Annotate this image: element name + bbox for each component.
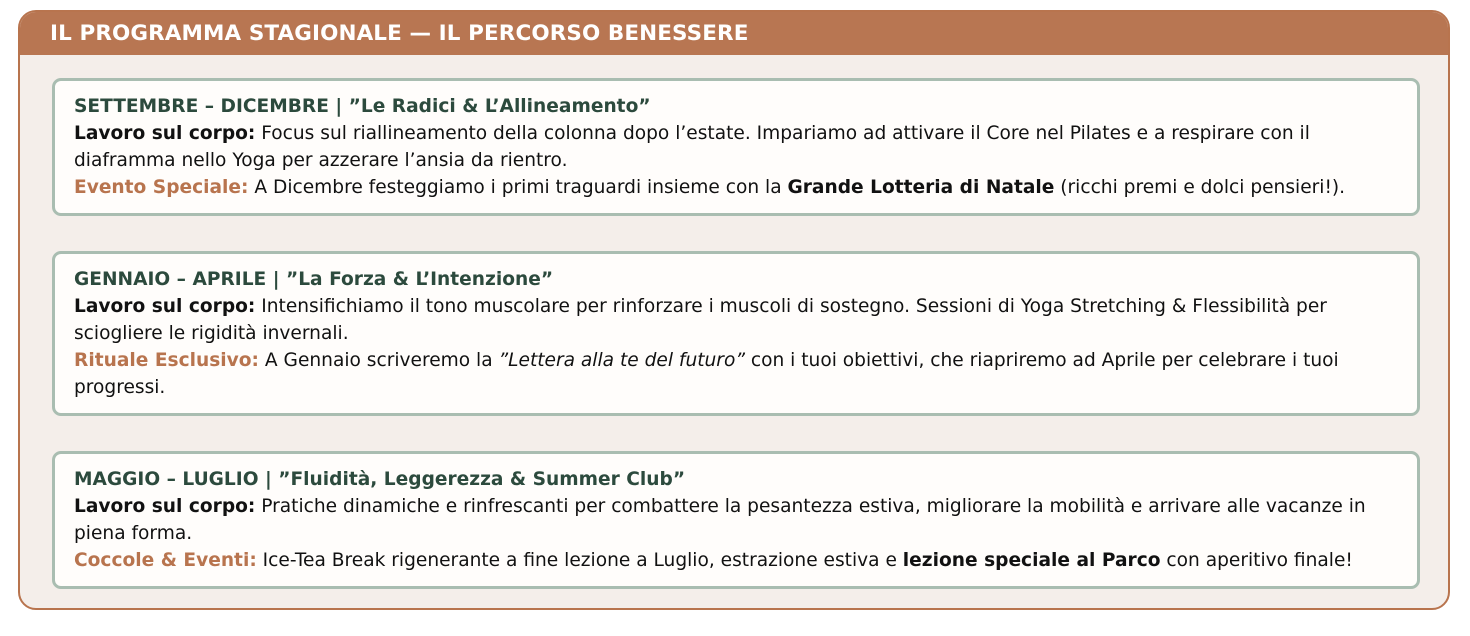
event-text: Ice-Tea Break rigenerante a fine lezione a Luglio, estrazione estiva e: [256, 550, 903, 571]
season-card-winter-spring: [52, 251, 1420, 416]
body-paragraph: [74, 120, 1399, 174]
card-title: GENNAIO – APRILE | ”La Forza & L’Intenzione”: [74, 269, 554, 290]
body-label: Lavoro sul corpo:: [74, 123, 256, 144]
body-label: Lavoro sul corpo:: [74, 296, 256, 317]
event-text-end: (ricchi premi e dolci pensieri!).: [1054, 177, 1346, 198]
body-paragraph: [74, 493, 1399, 547]
event-highlight: ”Lettera alla te del futuro”: [498, 350, 745, 371]
event-label: Rituale Esclusivo:: [74, 350, 259, 371]
seasonal-program-panel: [18, 10, 1450, 610]
body-label: Lavoro sul corpo:: [74, 496, 256, 517]
event-paragraph: [74, 174, 1399, 201]
body-text: Intensifichiamo il tono muscolare per rinforzare i muscoli di sostegno. Sessioni di Yoga Stretching & Flessibilità per sciogliere le rigidità invernali.: [74, 296, 1327, 344]
body-paragraph: [74, 293, 1399, 347]
event-label: Evento Speciale:: [74, 177, 249, 198]
body-text: Focus sul riallineamento della colonna dopo l’estate. Impariamo ad attivare il Core nel Pilates e a respirare con il diaframma nello Yoga per azzerare l’ansia da rientro.: [74, 123, 1310, 171]
event-paragraph: [74, 547, 1399, 574]
season-card-autumn: [52, 78, 1420, 216]
event-text-end: con aperitivo finale!: [1160, 550, 1353, 571]
card-title: SETTEMBRE – DICEMBRE | ”Le Radici & L’Allineamento”: [74, 96, 651, 117]
event-highlight: Grande Lotteria di Natale: [787, 177, 1055, 198]
event-label: Coccole & Eventi:: [74, 550, 257, 571]
event-text-end: con i tuoi obiettivi, che riapriremo ad Aprile per celebrare i tuoi progressi.: [74, 350, 1339, 398]
panel-title: IL PROGRAMMA STAGIONALE — IL PERCORSO BENESSERE: [20, 12, 1448, 55]
season-card-summer: [52, 451, 1420, 589]
event-highlight: lezione speciale al Parco: [902, 550, 1161, 571]
body-text: Pratiche dinamiche e rinfrescanti per combattere la pesantezza estiva, migliorare la mobilità e arrivare alle vacanze in piena forma.: [74, 496, 1366, 544]
event-text: A Gennaio scriveremo la: [259, 350, 499, 371]
card-title: MAGGIO – LUGLIO | ”Fluidità, Leggerezza & Summer Club”: [74, 469, 686, 490]
event-text: A Dicembre festeggiamo i primi traguardi insieme con la: [248, 177, 788, 198]
event-paragraph: [74, 347, 1399, 401]
